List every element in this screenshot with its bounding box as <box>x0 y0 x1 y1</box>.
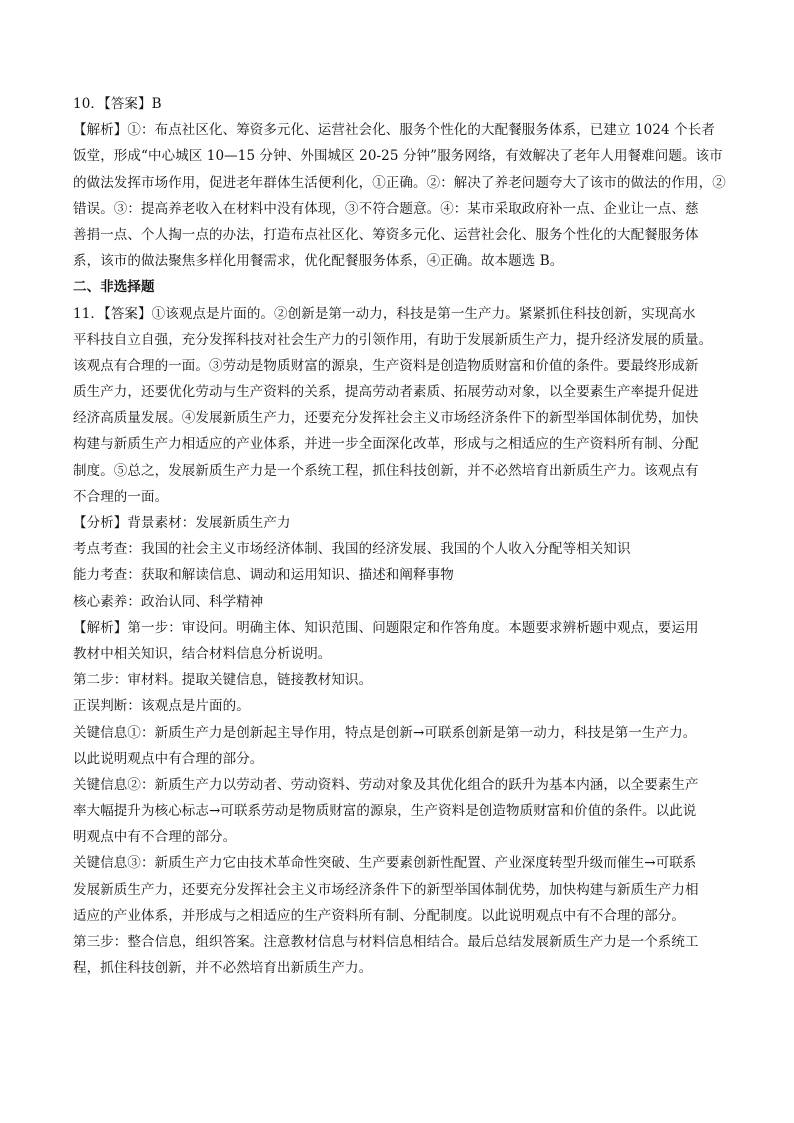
explanation-line: 第二步：审材料。提取关键信息，链接教材知识。 <box>73 672 373 689</box>
analysis-exam-points: 考点考查：我国的社会主义市场经济体制、我国的经济发展、我国的个人收入分配等相关知识 <box>73 541 631 558</box>
question-11-answer-line: 平科技自立自强，充分发挥科技对社会生产力的引领作用，有助于发展新质生产力，提升经济发展的质量。 <box>73 331 713 348</box>
document-page <box>73 91 733 981</box>
explanation-line: 正误判断：该观点是片面的。 <box>73 698 250 715</box>
question-11-answer-line: 质生产力，还要优化劳动与生产资料的关系，提高劳动者素质、拓展劳动对象，以全要素生产率提升促进 <box>73 384 699 401</box>
explanation-line: 明观点中有不合理的部分。 <box>73 829 237 846</box>
explanation-line: 关键信息③：新质生产力它由技术革命性突破、生产要素创新性配置、产业深度转型升级而催生→可联系 <box>73 855 697 872</box>
question-11-answer-line: 不合理的一面。 <box>73 488 169 505</box>
explanation-line: 关键信息②：新质生产力以劳动者、劳动资料、劳动对象及其优化组合的跃升为基本内涵，以全要素生产 <box>73 776 699 793</box>
explanation-line: 关键信息①：新质生产力是创新起主导作用，特点是创新→可联系创新是第一动力，科技是第一生产力。 <box>73 724 697 741</box>
explanation-line: 适应的产业体系，并形成与之相适应的生产资料所有制、分配制度。以此说明观点中有不合理的部分。 <box>73 907 685 924</box>
question-11-answer-line: 经济高质量发展。④发展新质生产力，还要充分发挥社会主义市场经济条件下的新型举国体制优势，加快 <box>73 410 699 427</box>
question-11-answer-line: 制度。⑤总之，发展新质生产力是一个系统工程，抓住科技创新，并不必然培育出新质生产力。该观点有 <box>73 462 699 479</box>
explanation-line: 第三步：整合信息，组织答案。注意教材信息与材料信息相结合。最后总结发展新质生产力是一个系统工 <box>73 934 699 950</box>
explanation-line: 以此说明观点中有合理的部分。 <box>73 750 264 767</box>
explanation-line: 率大幅提升为核心标志→可联系劳动是物质财富的源泉，生产资料是创造物质财富和价值的条件。以此说 <box>73 803 697 820</box>
question-10-analysis-line: 饭堂，形成“中心城区 10—15 分钟、外围城区 20-25 分钟”服务网络，有效解决了老年人用餐难问题。该市 <box>73 148 723 165</box>
question-10-analysis-line: 善捐一点、个人掏一点的办法，打造布点社区化、筹资多元化、运营社会化、服务个性化的大配餐服务体 <box>73 226 699 243</box>
section-heading: 二、非选择题 <box>73 279 155 296</box>
analysis-literacy: 核心素养：政治认同、科学精神 <box>73 593 264 610</box>
explanation-line: 程，抓住科技创新，并不必然培育出新质生产力。 <box>73 960 373 977</box>
explanation-line: 【解析】第一步：审设问。明确主体、知识范围、问题限定和作答角度。本题要求辨析题中观点，要运用 <box>73 619 699 636</box>
question-10-answer: 10．【答案】B <box>73 96 162 112</box>
explanation-line: 教材中相关知识，结合材料信息分析说明。 <box>73 645 332 662</box>
question-11-answer-line: 该观点有合理的一面。③劳动是物质财富的源泉，生产资料是创造物质财富和价值的条件。要最终形成新 <box>73 357 699 374</box>
question-10-analysis-line: 错误。③：提高养老收入在材料中没有体现，③不符合题意。④：某市采取政府补一点、企业让一点、慈 <box>73 200 699 217</box>
question-10-analysis-line: 系，该市的做法聚焦多样化用餐需求，优化配餐服务体系，④正确。故本题选 B。 <box>73 253 564 270</box>
question-11-answer-line: 11．【答案】①该观点是片面的。②创新是第一动力，科技是第一生产力。紧紧抓住科技创新，实现高水 <box>73 305 696 322</box>
question-11-answer-line: 构建与新质生产力相适应的产业体系，并进一步全面深化改革，形成与之相适应的生产资料所有制、分配 <box>73 436 699 453</box>
question-10-analysis-line: 的做法发挥市场作用，促进老年群体生活便利化，①正确。②：解决了养老问题夸大了该市的做法的作用，② <box>73 174 726 191</box>
explanation-line: 发展新质生产力，还要充分发挥社会主义市场经济条件下的新型举国体制优势，加快构建与新质生产力相 <box>73 881 699 898</box>
question-10-analysis-line: 【解析】①：布点社区化、筹资多元化、运营社会化、服务个性化的大配餐服务体系，已建立 1024 个长者 <box>73 122 715 139</box>
analysis-ability: 能力考查：获取和解读信息、调动和运用知识、描述和阐释事物 <box>73 567 454 584</box>
analysis-background: 【分析】背景素材：发展新质生产力 <box>73 515 291 531</box>
